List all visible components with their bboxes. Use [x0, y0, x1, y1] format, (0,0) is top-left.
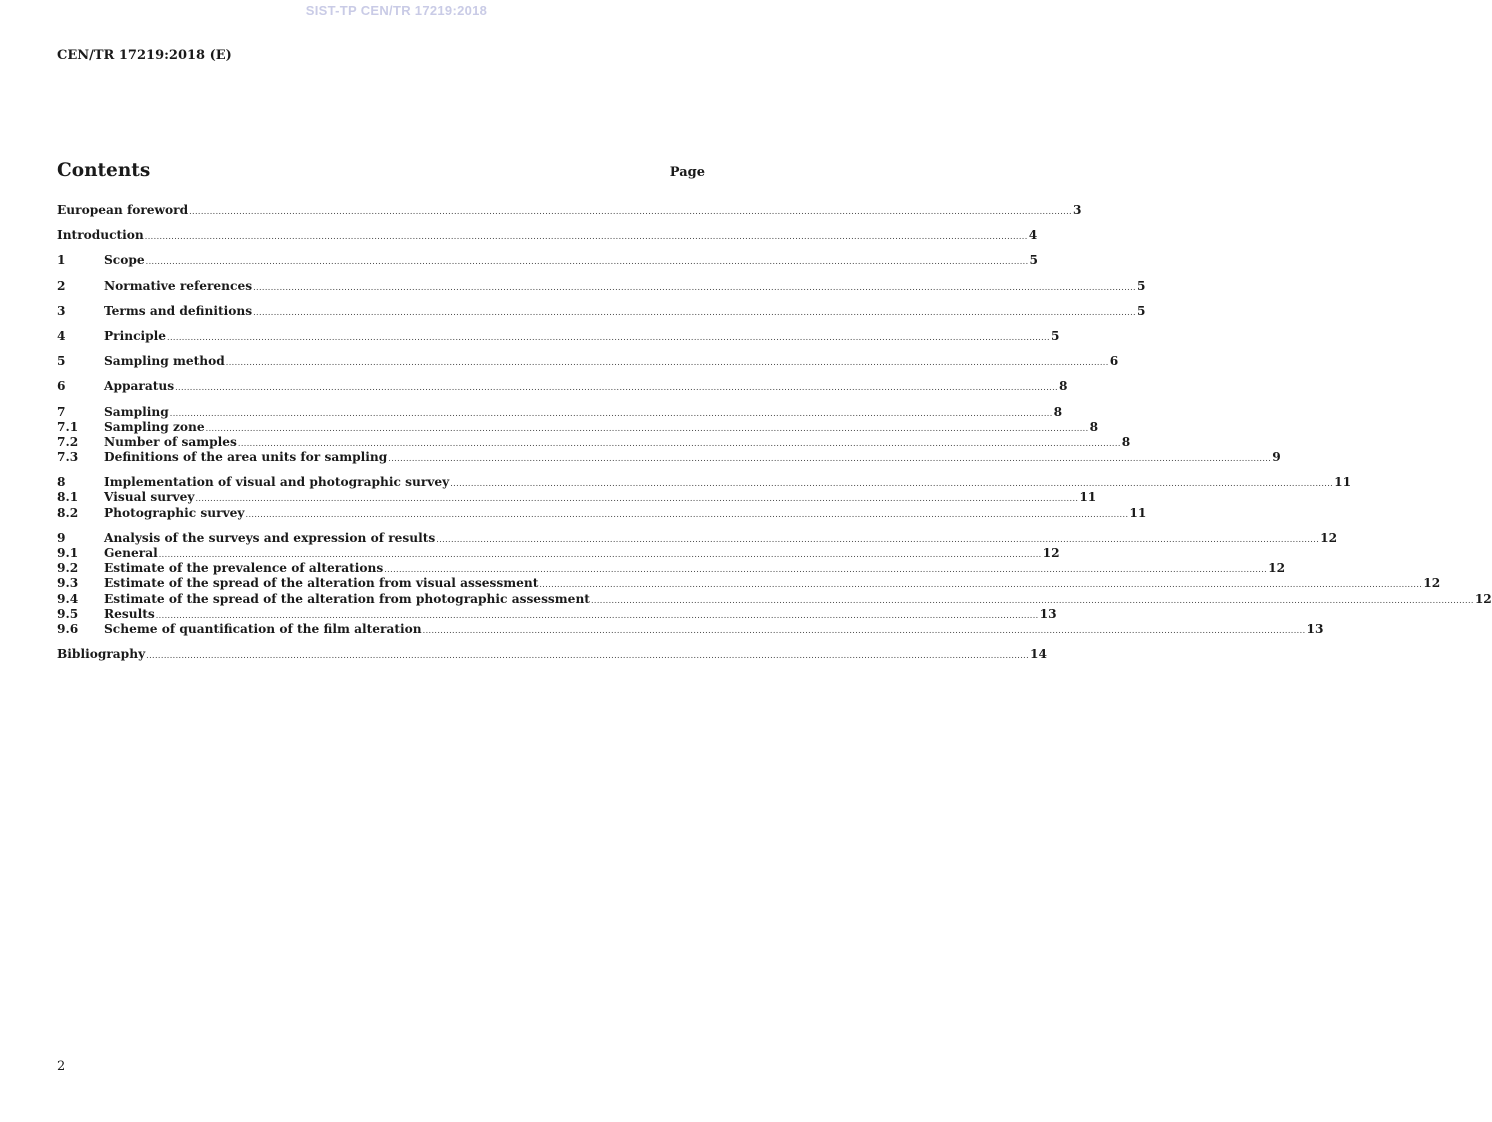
toc-dot-leader: ............................................................................................................................................................................................................................................................................................................	[205, 423, 1089, 433]
toc-entry-page: 4	[1028, 228, 1038, 243]
document-id: CEN/TR 17219:2018 (E)	[57, 48, 232, 63]
toc-entry-page: 5	[1029, 253, 1039, 268]
page-number: 2	[57, 1059, 66, 1074]
toc-dot-leader: ............................................................................................................................................................................................................................................................................................................	[590, 595, 1474, 605]
toc-entry-page: 5	[1136, 278, 1146, 293]
toc-entry-title: Normative references	[104, 278, 253, 293]
toc-entry-page: 3	[1072, 203, 1082, 217]
toc-dot-leader: ............................................................................................................................................................................................................................................................................................................	[436, 534, 1320, 544]
toc-entry-number: 9.6	[57, 621, 79, 636]
toc-entry-page: 11	[1334, 475, 1352, 490]
toc-entry-page: 12	[1474, 591, 1492, 606]
toc-entry-page: 6	[1109, 354, 1119, 369]
toc-entry[interactable]	[57, 328, 1060, 344]
toc-entry-title: European foreword	[57, 203, 189, 217]
toc-entry[interactable]	[57, 379, 1068, 394]
toc-entry-number: 9.1	[57, 546, 79, 560]
toc-entry-number: 9.4	[57, 591, 79, 606]
toc-group	[57, 379, 1068, 394]
toc-entry-page: 8	[1121, 434, 1131, 449]
toc-entry-title: Sampling	[104, 404, 169, 419]
toc-entry-title: Principle	[104, 328, 167, 343]
toc-entry[interactable]	[57, 354, 1119, 369]
toc-entry-title: Implementation of visual and photographic survey	[104, 475, 450, 490]
toc-entry-number: 4	[57, 328, 66, 343]
toc-entry-page: 5	[1137, 303, 1146, 318]
toc-dot-leader: ............................................................................................................................................................................................................................................................................................................	[388, 454, 1272, 464]
toc-entry-title: Sampling zone	[104, 419, 205, 434]
toc-dot-leader: ............................................................................................................................................................................................................................................................................................................	[146, 651, 1030, 661]
toc-group	[57, 354, 1119, 369]
toc-entry[interactable]	[57, 404, 1063, 420]
toc-entry[interactable]	[57, 576, 1441, 591]
toc-entry-page: 13	[1039, 606, 1057, 621]
toc-entry-title: Bibliography	[57, 647, 146, 662]
toc-entry-number: 7.3	[57, 450, 79, 465]
toc-entry-number: 8	[57, 475, 66, 490]
toc-entry-title: Estimate of the prevalence of alterations	[104, 561, 384, 576]
toc-entry[interactable]	[57, 530, 1338, 546]
toc-dot-leader: ............................................................................................................................................................................................................................................................................................................	[539, 580, 1423, 590]
toc-entry-page: 9	[1272, 450, 1281, 465]
toc-dot-leader: ............................................................................................................................................................................................................................................................................................................	[225, 358, 1109, 368]
toc-entry-title: Apparatus	[104, 379, 175, 394]
toc-entry[interactable]	[57, 203, 1082, 218]
watermark: SIST-TP CEN/TR 17219:2018	[305, 3, 488, 18]
toc-entry-title: Estimate of the spread of the alteration from photographic assessment	[104, 591, 590, 606]
toc-entry-number: 5	[57, 354, 66, 369]
toc-entry[interactable]	[57, 606, 1057, 622]
toc-dot-leader: ............................................................................................................................................................................................................................................................................................................	[253, 307, 1136, 317]
toc-dot-leader: ............................................................................................................................................................................................................................................................................................................	[169, 408, 1053, 418]
toc-entry-number: 3	[57, 303, 66, 318]
toc-entry[interactable]	[57, 228, 1038, 243]
toc-entry[interactable]	[57, 591, 1492, 607]
toc-entry-page: 8	[1058, 379, 1068, 394]
toc-entry-number: 1	[57, 253, 66, 268]
toc-dot-leader: ............................................................................................................................................................................................................................................................................................................	[422, 625, 1306, 635]
toc-dot-leader: ............................................................................................................................................................................................................................................................................................................	[450, 479, 1334, 489]
toc-entry-page: 13	[1306, 621, 1324, 636]
toc-group	[57, 475, 1352, 521]
toc-entry[interactable]	[57, 546, 1060, 561]
toc-entry-page: 8	[1053, 404, 1063, 419]
toc-entry-number: 7	[57, 404, 66, 419]
toc-group	[57, 647, 1048, 662]
toc-entry-page: 12	[1268, 561, 1286, 576]
toc-entry-title: Terms and definitions	[104, 303, 253, 318]
toc-entry-number: 8.2	[57, 505, 79, 520]
toc-entry-title: Estimate of the spread of the alteration from visual assessment	[104, 576, 539, 591]
toc-dot-leader: ............................................................................................................................................................................................................................................................................................................	[145, 257, 1029, 267]
toc-entry[interactable]	[57, 621, 1324, 637]
toc-dot-leader: ............................................................................................................................................................................................................................................................................................................	[245, 509, 1129, 519]
toc-entry-title: General	[104, 546, 158, 560]
toc-dot-leader: ............................................................................................................................................................................................................................................................................................................	[167, 332, 1050, 342]
toc-entry-number: 9.3	[57, 576, 79, 591]
toc-dot-leader: ............................................................................................................................................................................................................................................................................................................	[144, 232, 1028, 242]
toc-entry[interactable]	[57, 278, 1146, 294]
toc-entry-page: 14	[1030, 647, 1048, 662]
toc-dot-leader: ............................................................................................................................................................................................................................................................................................................	[384, 565, 1268, 575]
toc-entry-number: 9.5	[57, 606, 79, 621]
toc-group	[57, 203, 1082, 218]
toc-entry-title: Scheme of quantification of the film alteration	[104, 621, 422, 636]
toc-entry-page: 11	[1079, 490, 1097, 505]
toc-entry[interactable]	[57, 505, 1147, 521]
toc-entry-number: 6	[57, 379, 66, 394]
toc-entry[interactable]	[57, 490, 1097, 505]
toc-entry-title: Results	[104, 606, 155, 621]
toc-entry[interactable]	[57, 419, 1099, 435]
toc-entry-number: 9.2	[57, 561, 79, 576]
toc-entry[interactable]	[57, 475, 1352, 490]
toc-entry[interactable]	[57, 561, 1286, 576]
toc-group	[57, 253, 1039, 268]
toc-dot-leader: ............................................................................................................................................................................................................................................................................................................	[175, 383, 1058, 393]
toc-entry-page: 8	[1089, 419, 1099, 434]
toc-entry-title: Definitions of the area units for sampling	[104, 450, 388, 465]
toc-entry-number: 8.1	[57, 490, 79, 505]
toc-group	[57, 228, 1038, 243]
toc-entry-title: Number of samples	[104, 434, 237, 449]
toc-entry-title: Photographic survey	[104, 505, 245, 520]
toc-entry-title: Scope	[104, 253, 145, 268]
toc-group	[57, 303, 1146, 319]
toc-entry-title: Introduction	[57, 228, 144, 243]
contents-title: Contents	[57, 160, 151, 181]
toc-entry-number: 2	[57, 278, 66, 293]
toc-dot-leader: ............................................................................................................................................................................................................................................................................................................	[189, 207, 1072, 216]
toc-entry-number: 9	[57, 530, 66, 545]
page-column-label: Page	[669, 165, 705, 180]
toc-entry-title: Analysis of the surveys and expression of results	[104, 530, 436, 545]
toc-entry-title: Sampling method	[104, 354, 225, 369]
toc-entry[interactable]	[57, 434, 1131, 450]
toc-dot-leader: ............................................................................................................................................................................................................................................................................................................	[253, 282, 1136, 292]
toc-dot-leader: ............................................................................................................................................................................................................................................................................................................	[155, 610, 1039, 620]
toc-dot-leader: ............................................................................................................................................................................................................................................................................................................	[158, 550, 1042, 559]
toc-group	[57, 328, 1060, 344]
toc-entry[interactable]	[57, 450, 1281, 465]
toc-dot-leader: ............................................................................................................................................................................................................................................................................................................	[195, 494, 1079, 504]
toc-entry[interactable]	[57, 303, 1146, 319]
toc-entry-page: 5	[1050, 328, 1060, 343]
toc-entry-page: 12	[1042, 546, 1060, 560]
toc-entry-number: 7.1	[57, 419, 79, 434]
toc-entry-number: 7.2	[57, 434, 79, 449]
table-of-contents	[57, 203, 1492, 672]
toc-group	[57, 530, 1492, 637]
toc-entry[interactable]	[57, 647, 1048, 662]
toc-entry-page: 12	[1320, 530, 1338, 545]
toc-entry-page: 11	[1129, 505, 1147, 520]
toc-entry-page: 12	[1423, 576, 1441, 591]
toc-group	[57, 404, 1281, 466]
toc-entry[interactable]	[57, 253, 1039, 268]
toc-entry-title: Visual survey	[104, 490, 195, 505]
toc-dot-leader: ............................................................................................................................................................................................................................................................................................................	[237, 438, 1121, 448]
toc-group	[57, 278, 1146, 294]
